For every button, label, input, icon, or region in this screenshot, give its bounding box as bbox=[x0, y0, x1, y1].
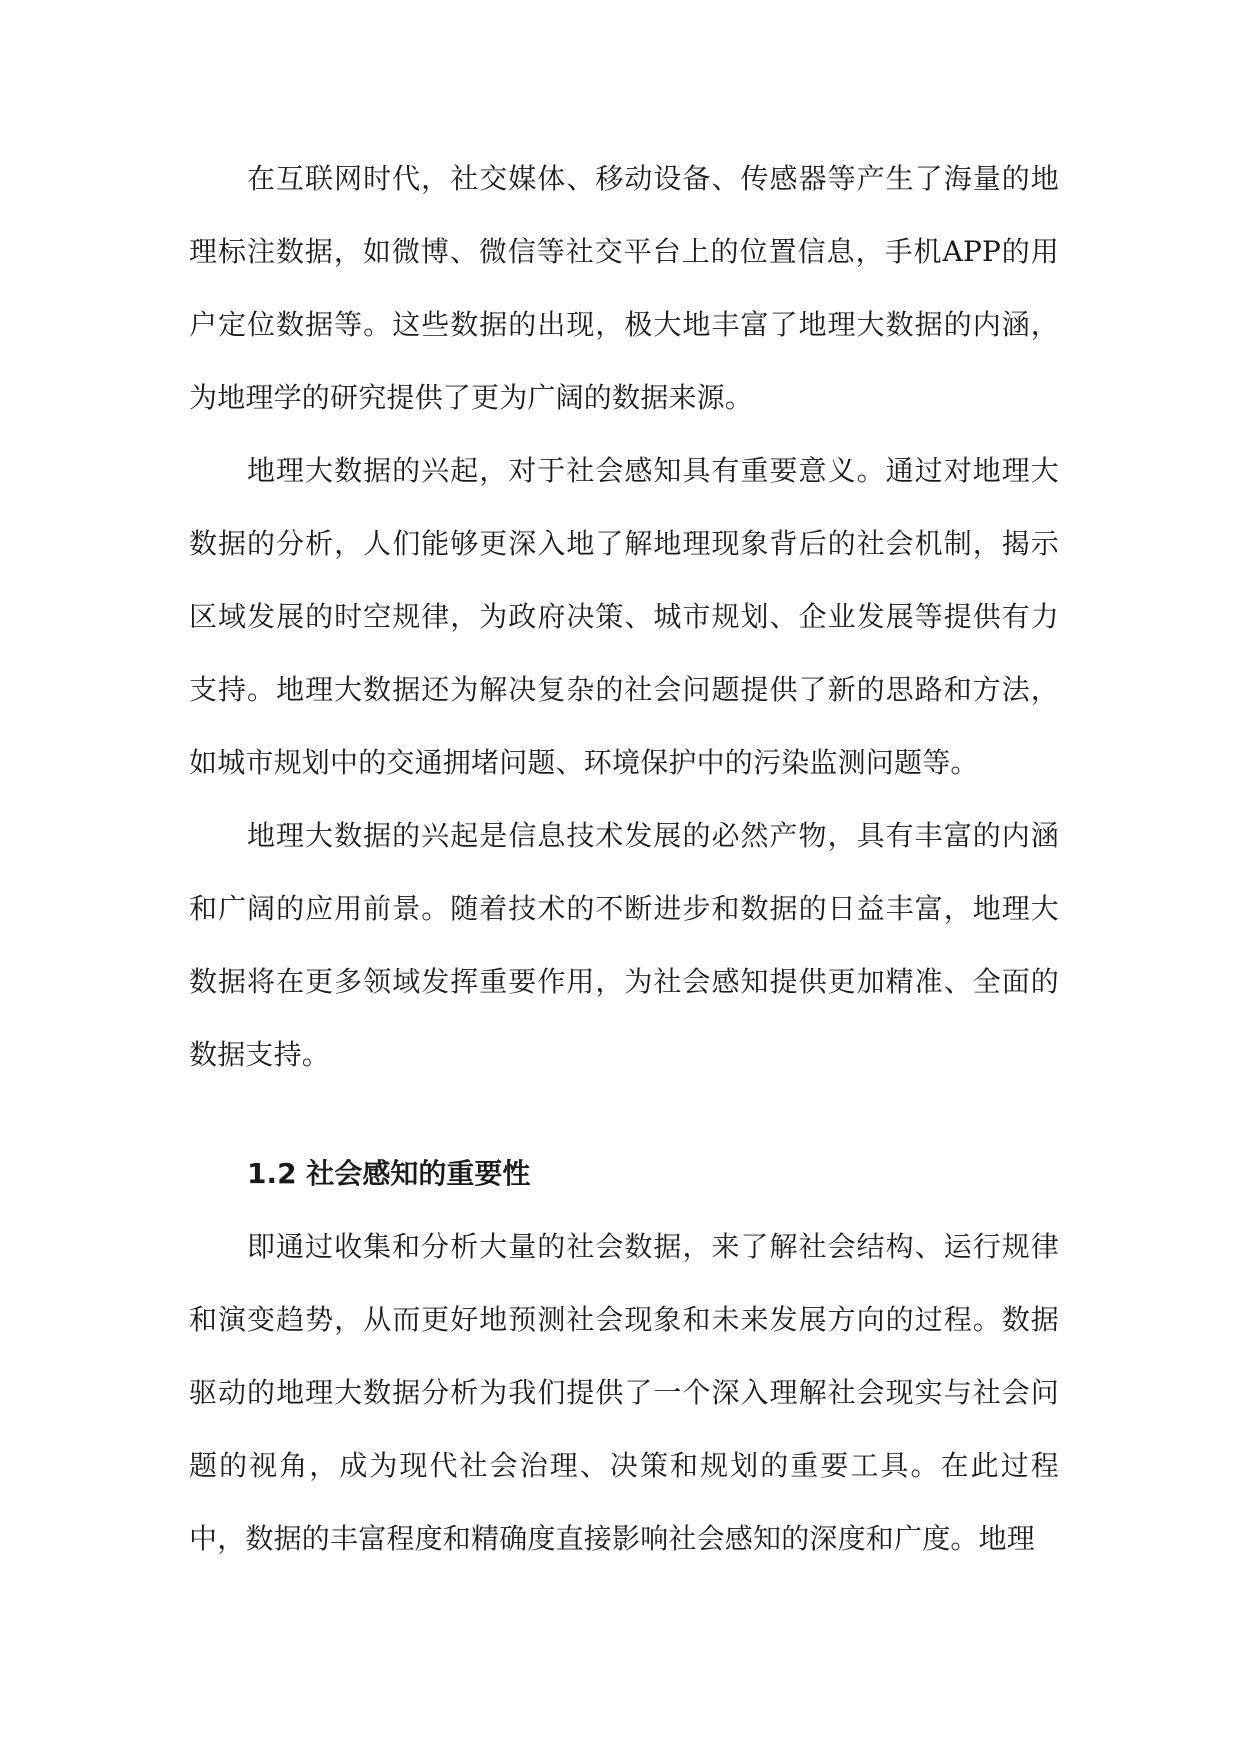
paragraph-geodata-sources: 在互联网时代，社交媒体、移动设备、传感器等产生了海量的地理标注数据，如微博、微信等社交平台上的位置信息，手机APP的用户定位数据等。这些数据的出现，极大地丰富了地理大数据的内涵，为地理学的研究提供了更为广阔的数据来源。 bbox=[189, 162, 1059, 414]
paragraph-social-perception-significance: 地理大数据的兴起，对于社会感知具有重要意义。通过对地理大数据的分析，人们能够更深入地了解地理现象背后的社会机制，揭示区域发展的时空规律，为政府决策、城市规划、企业发展等提供有力支持。地理大数据还为解决复杂的社会问题提供了新的思路和方法，如城市规划中的交通拥堵问题、环境保护中的污染监测问题等。 bbox=[189, 454, 1059, 779]
paragraph-social-perception-definition: 即通过收集和分析大量的社会数据，来了解社会结构、运行规律和演变趋势，从而更好地预测社会现象和未来发展方向的过程。数据驱动的地理大数据分析为我们提供了一个深入理解社会现实与社会问题的视角，成为现代社会治理、决策和规划的重要工具。在此过程中，数据的丰富程度和精确度直接影响社会感知的深度和广度。地理 bbox=[189, 1230, 1059, 1555]
document-body bbox=[189, 142, 1059, 1575]
paragraph-geodata-prospects: 地理大数据的兴起是信息技术发展的必然产物，具有丰富的内涵和广阔的应用前景。随着技术的不断进步和数据的日益丰富，地理大数据将在更多领域发挥重要作用，为社会感知提供更加精准、全面的数据支持。 bbox=[189, 819, 1059, 1071]
section-heading: 1.2 社会感知的重要性 bbox=[247, 1157, 531, 1190]
